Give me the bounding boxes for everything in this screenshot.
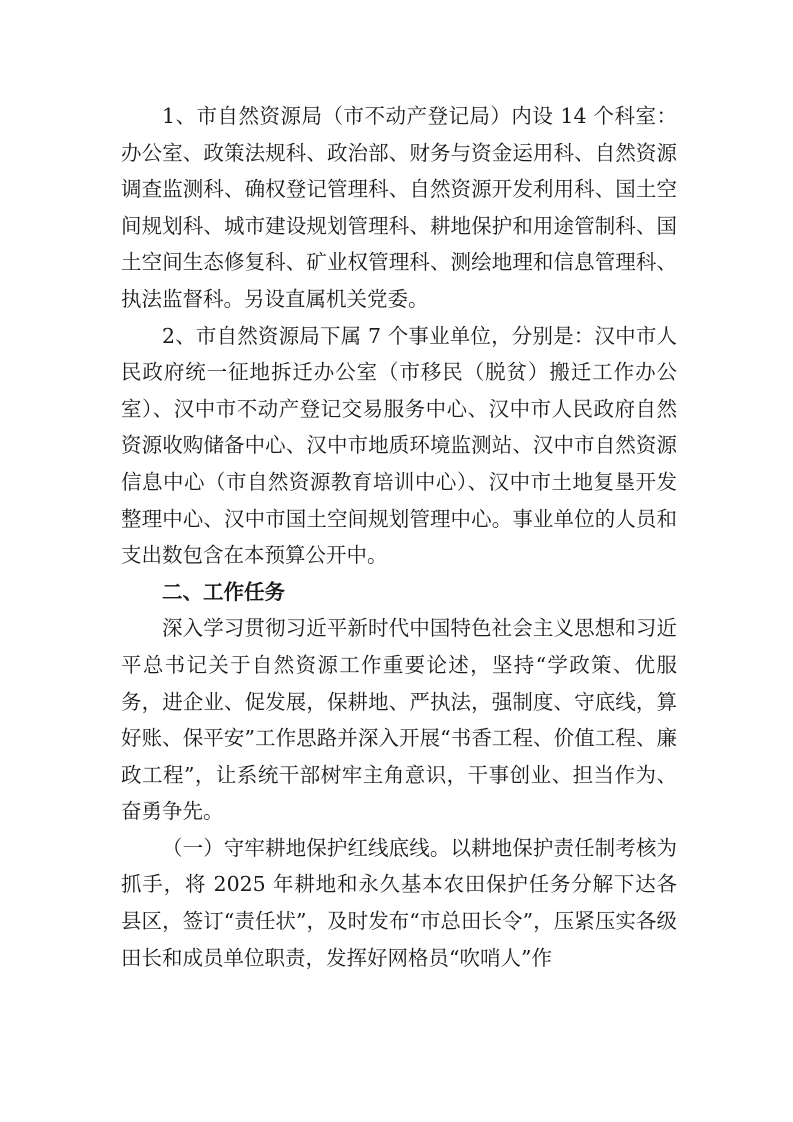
- document-body: [121, 98, 677, 976]
- paragraph-work-approach: 深入学习贯彻习近平新时代中国特色社会主义思想和习近平总书记关于自然资源工作重要论述，坚持“学政策、优服务，进企业、促发展，保耕地、严执法，强制度、守底线，算好账、保平安”工作思路并深入开展“书香工程、价值工程、廉政工程”，让系统干部树牢主角意识，干事创业、担当作为、奋勇争先。: [121, 616, 677, 824]
- paragraph-affiliated-units: 2、市自然资源局下属 7 个事业单位，分别是：汉中市人民政府统一征地拆迁办公室（市移民（脱贫）搬迁工作办公室）、汉中市不动产登记交易服务中心、汉中市人民政府自然资源收购储备中心、汉中市地质环境监测站、汉中市自然资源信息中心（市自然资源教育培训中心）、汉中市土地复垦开发整理中心、汉中市国土空间规划管理中心。事业单位的人员和支出数包含在本预算公开中。: [121, 323, 677, 568]
- section-heading-work-tasks: 二、工作任务: [162, 579, 285, 604]
- paragraph-farmland-protection: （一）守牢耕地保护红线底线。以耕地保护责任制考核为抓手，将 2025 年耕地和永久基本农田保护任务分解下达各县区，签订“责任状”，及时发布“市总田长令”，压紧压实各级田长和成员单位职责，发挥好网格员“吹哨人”作: [121, 835, 677, 970]
- paragraph-internal-departments: 1、市自然资源局（市不动产登记局）内设 14 个科室：办公室、政策法规科、政治部、财务与资金运用科、自然资源调查监测科、确权登记管理科、自然资源开发利用科、国土空间规划科、城市建设规划管理科、耕地保护和用途管制科、国土空间生态修复科、矿业权管理科、测绘地理和信息管理科、执法监督科。另设直属机关党委。: [121, 104, 677, 311]
